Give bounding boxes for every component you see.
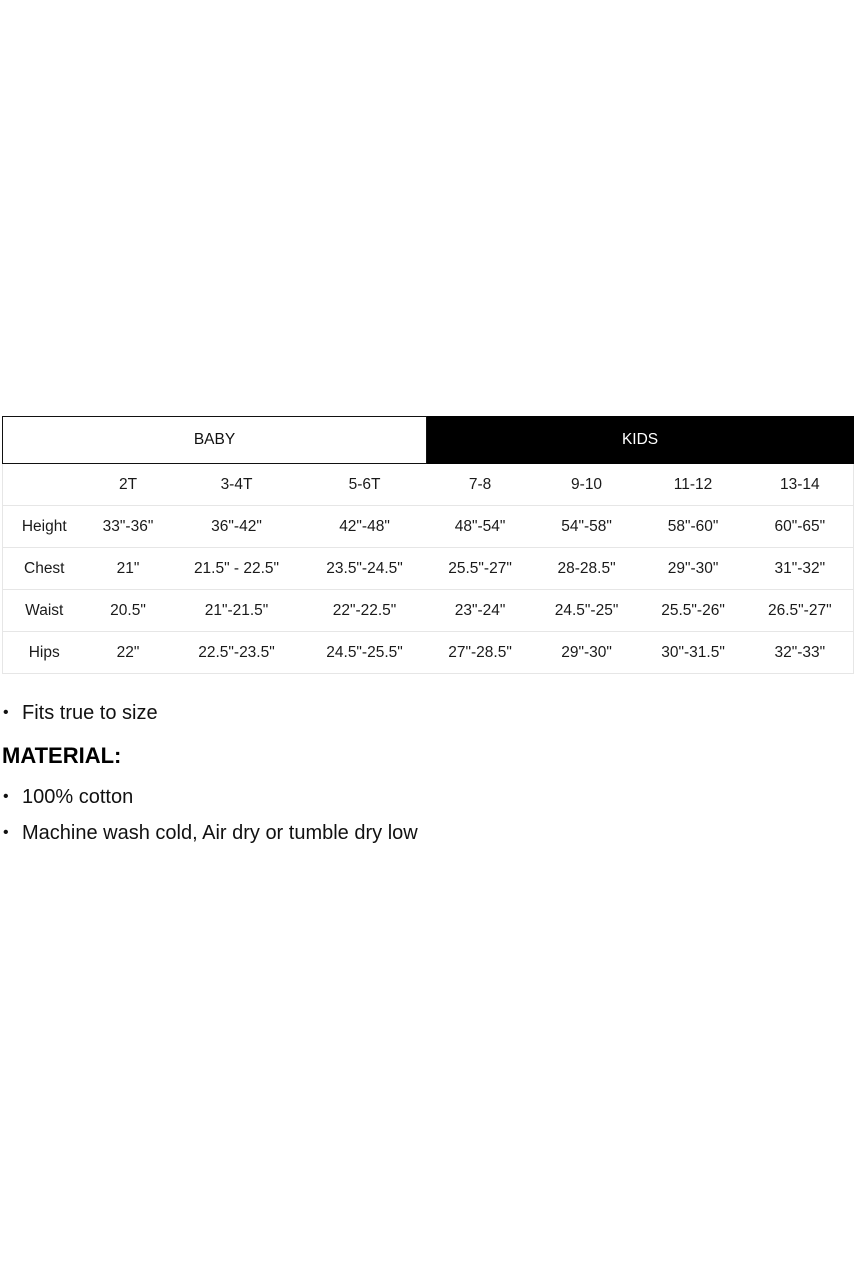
measurement-value: 42"-48" [303, 506, 427, 548]
hips-row [3, 632, 854, 674]
measurement-label: Height [3, 506, 86, 548]
measurement-value: 23"-24" [427, 590, 534, 632]
measurement-value: 21"-21.5" [171, 590, 303, 632]
measurement-value: 54"-58" [534, 506, 640, 548]
measurement-value: 22.5"-23.5" [171, 632, 303, 674]
height-row [3, 506, 854, 548]
measurement-value: 31"-32" [747, 548, 854, 590]
waist-row [3, 590, 854, 632]
material-note: 100% cotton [22, 786, 134, 808]
measurement-value: 25.5"-26" [640, 590, 747, 632]
measurement-value: 29"-30" [534, 632, 640, 674]
measurement-value: 28-28.5" [534, 548, 640, 590]
size-label: 9-10 [534, 464, 640, 506]
measurement-value: 58"-60" [640, 506, 747, 548]
list-item [2, 698, 842, 728]
measurement-value: 24.5"-25.5" [303, 632, 427, 674]
measurement-label: Chest [3, 548, 86, 590]
bullet-icon: • [3, 788, 9, 805]
list-item [2, 818, 842, 848]
size-label: 5-6T [303, 464, 427, 506]
measurement-value: 23.5"-24.5" [303, 548, 427, 590]
size-chart-table [2, 416, 854, 674]
size-group-row [3, 417, 854, 464]
size-label: 13-14 [747, 464, 854, 506]
measurement-value: 25.5"-27" [427, 548, 534, 590]
size-label: 7-8 [427, 464, 534, 506]
baby-group-header: BABY [3, 417, 427, 464]
bullet-icon: • [3, 704, 9, 721]
size-label: 2T [86, 464, 171, 506]
kids-group-header: KIDS [427, 417, 854, 464]
measurement-label: Waist [3, 590, 86, 632]
size-label-row [3, 464, 854, 506]
fit-list [2, 698, 842, 728]
measurement-value: 48"-54" [427, 506, 534, 548]
measurement-value: 20.5" [86, 590, 171, 632]
material-list [2, 782, 842, 848]
measurement-value: 22"-22.5" [303, 590, 427, 632]
measurement-value: 36"-42" [171, 506, 303, 548]
measurement-value: 29"-30" [640, 548, 747, 590]
measurement-value: 27"-28.5" [427, 632, 534, 674]
measurement-value: 24.5"-25" [534, 590, 640, 632]
measurement-value: 26.5"-27" [747, 590, 854, 632]
measurement-value: 21.5" - 22.5" [171, 548, 303, 590]
measurement-value: 32"-33" [747, 632, 854, 674]
chest-row [3, 548, 854, 590]
size-label: 3-4T [171, 464, 303, 506]
care-note: Machine wash cold, Air dry or tumble dry low [22, 822, 418, 844]
measurement-value: 22" [86, 632, 171, 674]
size-label-corner [3, 464, 86, 506]
measurement-value: 33"-36" [86, 506, 171, 548]
measurement-label: Hips [3, 632, 86, 674]
measurement-value: 60"-65" [747, 506, 854, 548]
measurement-value: 30"-31.5" [640, 632, 747, 674]
product-notes [2, 698, 842, 854]
size-label: 11-12 [640, 464, 747, 506]
material-heading: MATERIAL: [2, 743, 122, 768]
bullet-icon: • [3, 824, 9, 841]
list-item [2, 782, 842, 812]
fit-note: Fits true to size [22, 702, 158, 724]
measurement-value: 21" [86, 548, 171, 590]
